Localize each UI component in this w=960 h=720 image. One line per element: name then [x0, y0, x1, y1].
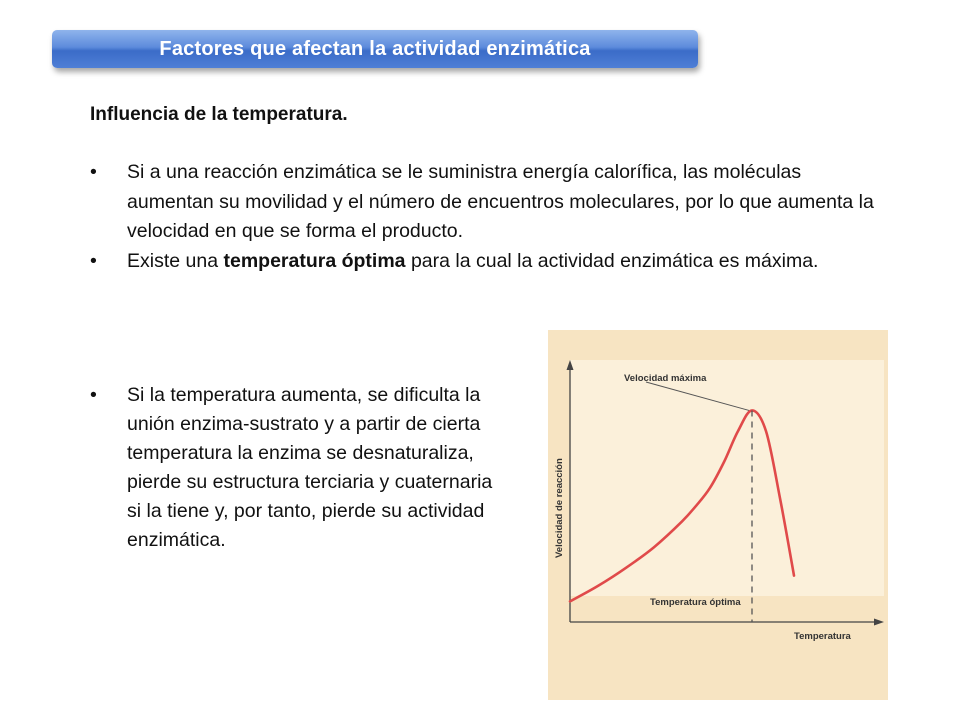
bullet-item	[90, 247, 890, 277]
bullet-list-secondary	[90, 381, 510, 555]
annotation-max-velocity: Velocidad máxima	[624, 373, 707, 384]
page-title: Factores que afectan la actividad enzimática	[159, 37, 591, 60]
section-subtitle: Influencia de la temperatura.	[90, 104, 348, 125]
plot-area	[570, 360, 884, 596]
bullet-dot: •	[90, 161, 97, 183]
annotation-optimal-temperature: Temperatura óptima	[650, 597, 741, 608]
bullet-dot: •	[90, 384, 97, 406]
x-axis-label: Temperatura	[794, 631, 851, 642]
bullet-text-before: Existe una	[127, 249, 224, 272]
bullet-text: Si a una reacción enzimática se le suministra energía calorífica, las moléculas aumentan su movilidad y el número de encuentros moleculares, por lo que aumenta la velocidad en que se forma el producto.	[127, 161, 874, 242]
bullet-item	[90, 381, 510, 555]
bullet-bold-text: temperatura óptima	[223, 249, 406, 272]
x-axis-arrow	[874, 619, 884, 626]
bullet-dot: •	[90, 249, 97, 272]
bullet-text: Si la temperatura aumenta, se dificulta la unión enzima-sustrato y a partir de cierta temperatura la enzima se desnaturaliza, pierde su estructura terciaria y cuaternaria si la tiene y, por tanto, pierde su actividad enzimática.	[127, 384, 493, 551]
bullet-text-after: para la cual la actividad enzimática es máxima.	[405, 249, 819, 272]
bullet-item	[90, 158, 890, 247]
temperature-chart	[548, 330, 888, 700]
title-bar	[52, 30, 698, 68]
chart-svg	[548, 330, 888, 700]
bullet-list	[90, 158, 890, 276]
y-axis-label: Velocidad de reacción	[554, 458, 565, 558]
